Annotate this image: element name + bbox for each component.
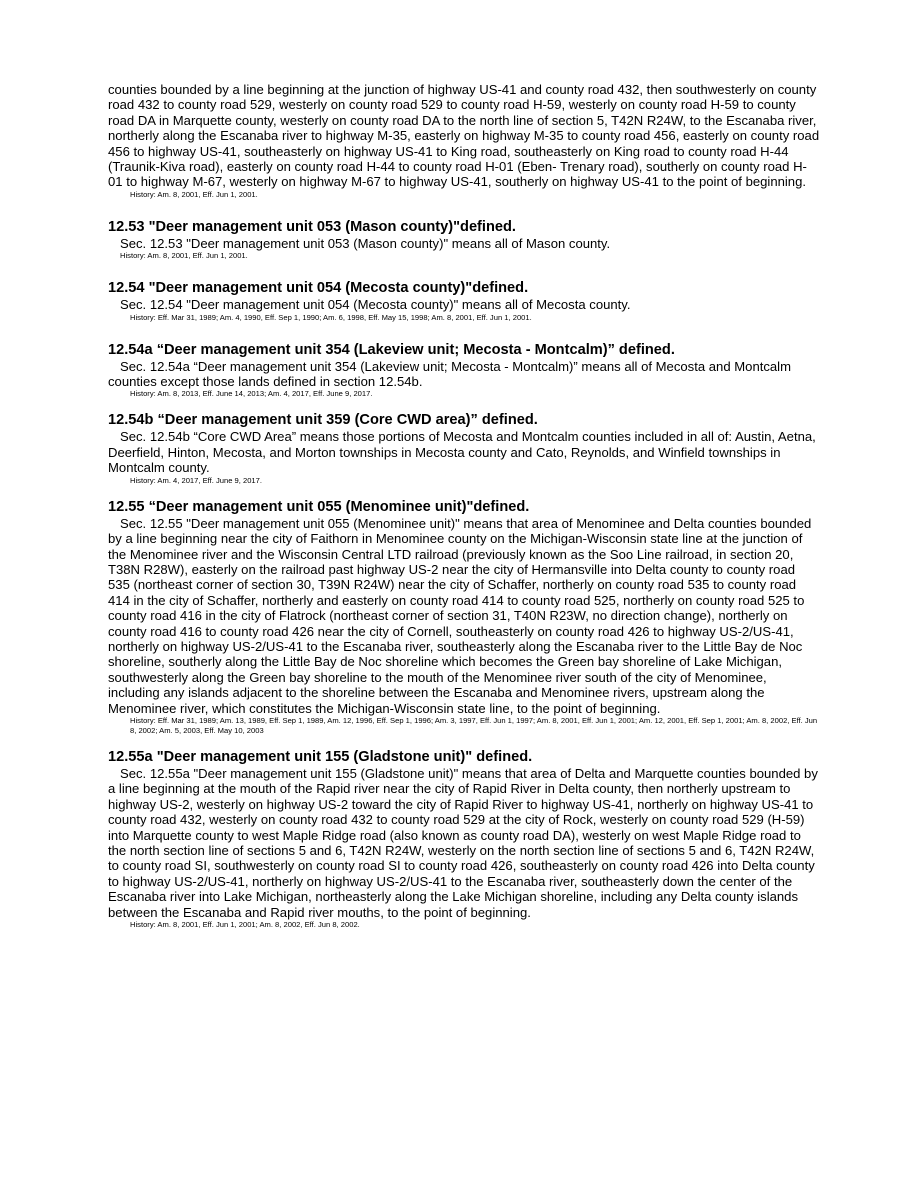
section-history: History: Am. 8, 2001, Eff. Jun 1, 2001. <box>120 251 248 261</box>
section-12-54 <box>108 279 820 322</box>
section-12-55a <box>108 748 820 930</box>
section-heading: 12.54b “Deer management unit 359 (Core CWD area)” defined. <box>108 412 538 429</box>
section-heading: 12.54 "Deer management unit 054 (Mecosta county)"defined. <box>108 280 529 297</box>
section-body: Sec. 12.55 "Deer management unit 055 (Menominee unit)" means that area of Menominee and Delta counties bounded by a line beginning near the city of Faithorn in Menominee county on the Michigan-Wisconsin state line at the junction of the Menominee river and the Wisconsin Central LTD railroad (previously known as the Soo Line railroad, in section 20, T38N R28W), easterly on the railroad past highway US-2 near the city of Hermansville into Delta county to county road 535 (northeast corner of section 30, T39N R24W) near the city of Schaffer, northerly on county road 535 to county road 414 in the city of Schaffer, northerly and easterly on county road 414 to county road 525, northerly on county road 525 to county road 416 in the city of Flatrock (northeast corner of section 31, T40N R23W, no direction change), northerly on county road 416 to county road 426 near the city of Cornell, southeasterly on county road 426 to highway US-2/US-41, northerly on highway US-2/US-41 to the Escanaba river, southeasterly along the Escanaba river to the Little Bay de Noc shoreline, southerly along the Little Bay de Noc shoreline which becomes the Green bay shoreline of Lake Michigan, southwesterly along the Green bay shoreline to the mouth of the Menominee river south of the city of Menominee, including any islands adjacent to the shoreline between the Escanaba and Menominee rivers, upstream along the Menominee river, which constitutes the Michigan-Wisconsin state line, to the point of beginning. <box>108 515 812 716</box>
section-12-55 <box>108 498 820 736</box>
section-history: History: Am. 8, 2001, Eff. Jun 1, 2001; Am. 8, 2002, Eff. Jun 8, 2002. <box>130 920 360 930</box>
section-heading: 12.55 “Deer management unit 055 (Menominee unit)"defined. <box>108 498 530 515</box>
section-body: Sec. 12.55a "Deer management unit 155 (Gladstone unit)" means that area of Delta and Marquette counties bounded by a line beginning at the mouth of the Rapid river near the city of Rapid River in Delta county, then northerly upstream to highway US-2, westerly on highway US-2 toward the city of Rapid River to highway US-41, northerly on highway US-41 to county road 432, westerly on county road 432 to county road 529 at the city of Rock, westerly on county road 529 (H-59) into Marquette county to west Maple Ridge road (also known as county road DA), westerly on west Maple Ridge road to the north section line of sections 5 and 6, T42N R24W, westerly on the north section line of sections 5 and 6, T42N R24W, to county road SI, southwesterly on county road SI to county road 426, southeasterly on county road 426 into Delta county to highway US-2/US-41, northerly on highway US-2/US-41 to the Escanaba river, southeasterly down the center of the Escanaba river into Lake Michigan, northeasterly along the Lake Michigan shoreline, including any Delta county islands between the Escanaba and Rapid river mouths, to the point of beginning. <box>108 765 818 920</box>
intro-block <box>108 82 820 200</box>
section-history: History: Eff. Mar 31, 1989; Am. 13, 1989, Eff. Sep 1, 1989, Am. 12, 1996, Eff. Sep 1, 1996; Am. 3, 1997, Eff. Jun 1, 1997; Am. 8, 2001, Eff. Jun 1, 2001; Am. 12, 2001, Eff. Sep 1, 2001; Am. 8, 2002, Eff. Jun 8, 2002; Am. 5, 2003, Eff. May 10, 2003 <box>130 715 818 735</box>
section-body: Sec. 12.54b “Core CWD Area” means those portions of Mecosta and Montcalm counties included in all of: Austin, Aetna, Deerfield, Hinton, Mecosta, and Morton townships in Mecosta county and Cato, Reynolds, and Winfield townships in Montcalm county. <box>108 429 816 476</box>
section-12-54a <box>108 341 820 400</box>
intro-text: counties bounded by a line beginning at the junction of highway US-41 and county road 432, then southwesterly on county road 432 to county road 529, westerly on county road 529 to county road H-59, westerly on county road H-59 to county road DA in Marquette county, westerly on county road DA to the north line of section 5, T42N R24W, to the Escanaba river, northerly along the Escanaba river to highway M-35, easterly on highway M-35 to county road 456, easterly on county road 456 to highway US-41, southeasterly on highway US-41 to King road, southeasterly on King road to county road H-44 (Traunik-Kiva road), easterly on county road H-44 to county road H-01 (Eben- Trenary road), southerly on county road H-01 to highway M-67, westerly on highway M-67 to highway US-41, southerly on highway US-41 to the point of beginning. <box>108 82 820 190</box>
section-12-54b <box>108 411 820 485</box>
section-history: History: Am. 8, 2013, Eff. June 14, 2013; Am. 4, 2017, Eff. June 9, 2017. <box>130 389 373 399</box>
section-history: History: Am. 4, 2017, Eff. June 9, 2017. <box>130 475 262 485</box>
section-body: Sec. 12.54 "Deer management unit 054 (Mecosta county)" means all of Mecosta county. <box>120 297 631 313</box>
section-12-53 <box>108 218 820 261</box>
section-heading: 12.54a “Deer management unit 354 (Lakeview unit; Mecosta - Montcalm)” defined. <box>108 341 675 358</box>
intro-history: History: Am. 8, 2001, Eff. Jun 1, 2001. <box>130 189 258 199</box>
section-body: Sec. 12.54a “Deer management unit 354 (Lakeview unit; Mecosta - Montcalm)” means all of Mecosta and Montcalm counties except those lands defined in section 12.54b. <box>108 358 792 390</box>
section-history: History: Eff. Mar 31, 1989; Am. 4, 1990, Eff. Sep 1, 1990; Am. 6, 1998, Eff. May 15, 1998; Am. 8, 2001, Eff. Jun 1, 2001. <box>130 312 532 322</box>
section-body: Sec. 12.53 "Deer management unit 053 (Mason county)" means all of Mason county. <box>120 235 611 251</box>
section-heading: 12.53 "Deer management unit 053 (Mason county)"defined. <box>108 218 516 235</box>
section-heading: 12.55a "Deer management unit 155 (Gladstone unit)" defined. <box>108 748 533 765</box>
document-page <box>108 82 820 930</box>
